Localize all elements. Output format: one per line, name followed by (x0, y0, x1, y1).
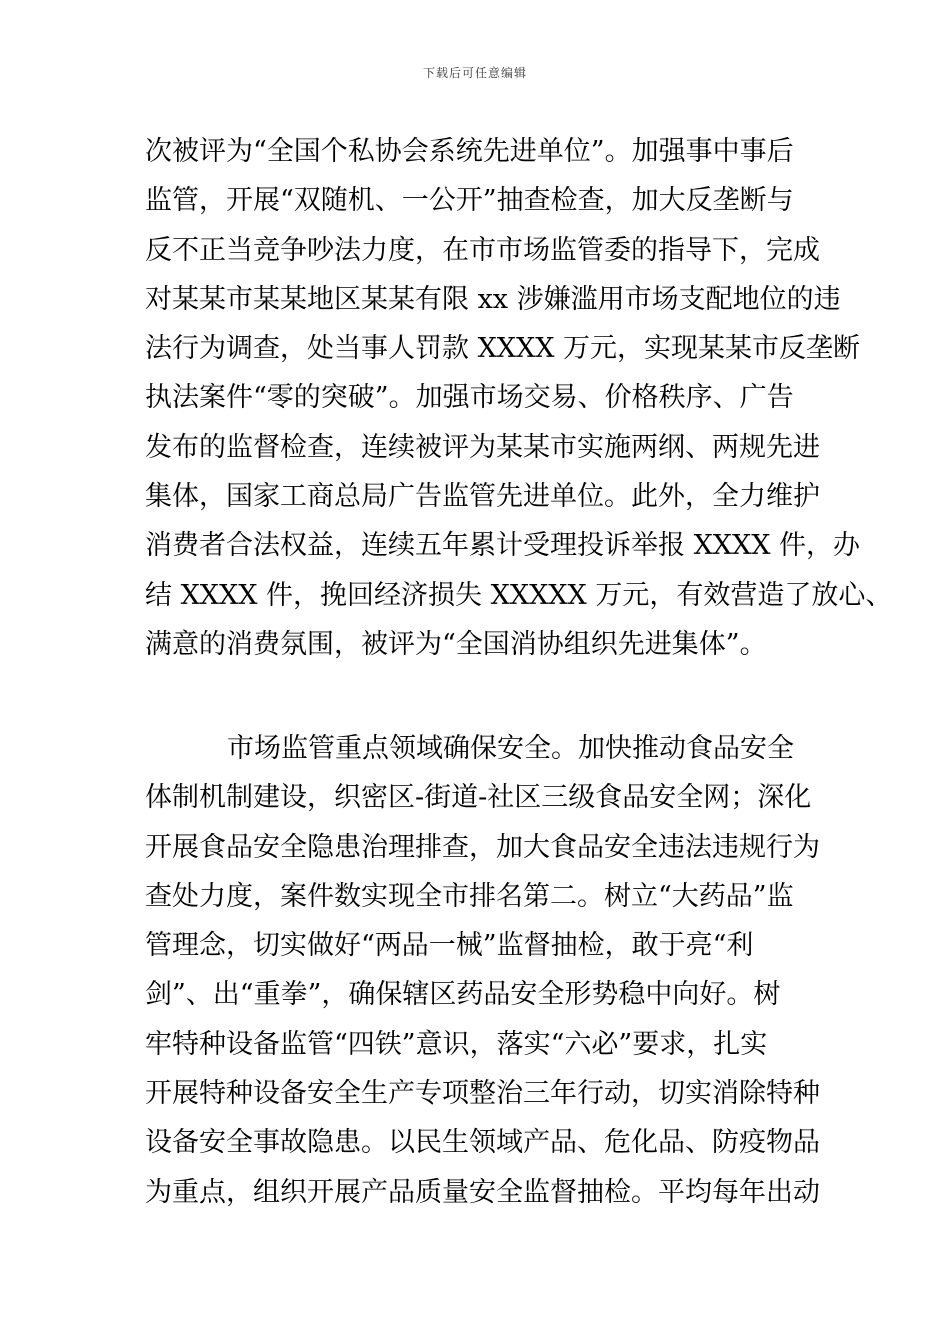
text-line: 监管，开展“双随机、一公开”抽查检查，加大反垄断与 (145, 185, 794, 217)
text-line: 开展食品安全隐患治理排查，加大食品安全违法违规行为 (145, 831, 820, 863)
text-line: 对某某市某某地区某某有限 xx 涉嫌滥用市场支配地位的违 (145, 283, 841, 315)
text-line: 反不正当竞争吵法力度，在市市场监管委的指导下，完成 (145, 234, 820, 266)
text-line: 查处力度，案件数实现全市排名第二。树立“大药品”监 (145, 880, 794, 912)
text-line: 法行为调查，处当事人罚款 XXXX 万元，实现某某市反垄断 (145, 333, 861, 365)
text-line: 满意的消费氛围，被评为“全国消协组织先进集体”。 (145, 628, 767, 660)
text-line: 执法案件“零的突破”。加强市场交易、价格秩序、广告 (145, 382, 794, 414)
text-line: 开展特种设备安全生产专项整治三年行动，切实消除特种 (145, 1078, 820, 1110)
text-line: 结 XXXX 件，挽回经济损失 XXXXX 万元，有效营造了放心、 (145, 579, 893, 611)
text-line: 消费者合法权益，连续五年累计受理投诉举报 XXXX 件，办 (145, 530, 861, 562)
text-line: 为重点，组织开展产品质量安全监督抽检。平均每年出动 (145, 1176, 820, 1208)
text-line-indented: 市场监管重点领域确保安全。加快推动食品安全 (227, 733, 794, 764)
paragraph-2 (145, 724, 820, 1217)
text-line: 体制机制建设，织密区-街道-社区三级食品安全网；深化 (145, 782, 812, 814)
text-line: 次被评为“全国个私协会系统先进单位”。加强事中事后 (145, 136, 794, 167)
text-line: 设备安全事故隐患。以民生领域产品、危化品、防疫物品 (145, 1127, 820, 1159)
text-line: 牢特种设备监管“四铁”意识，落实“六必”要求，扎实 (145, 1028, 768, 1060)
text-line: 集体，国家工商总局广告监管先进单位。此外，全力维护 (145, 481, 820, 513)
text-line: 管理念，切实做好“两品一械”监督抽检，敢于亮“利 (145, 930, 754, 962)
text-line: 发布的监督检查，连续被评为某某市实施两纲、两规先进 (145, 431, 820, 463)
page-header: 下载后可任意编辑 (422, 66, 527, 80)
text-line: 剑”、出“重拳”，确保辖区药品安全形势稳中向好。树 (145, 979, 781, 1011)
paragraph-1 (145, 127, 893, 669)
